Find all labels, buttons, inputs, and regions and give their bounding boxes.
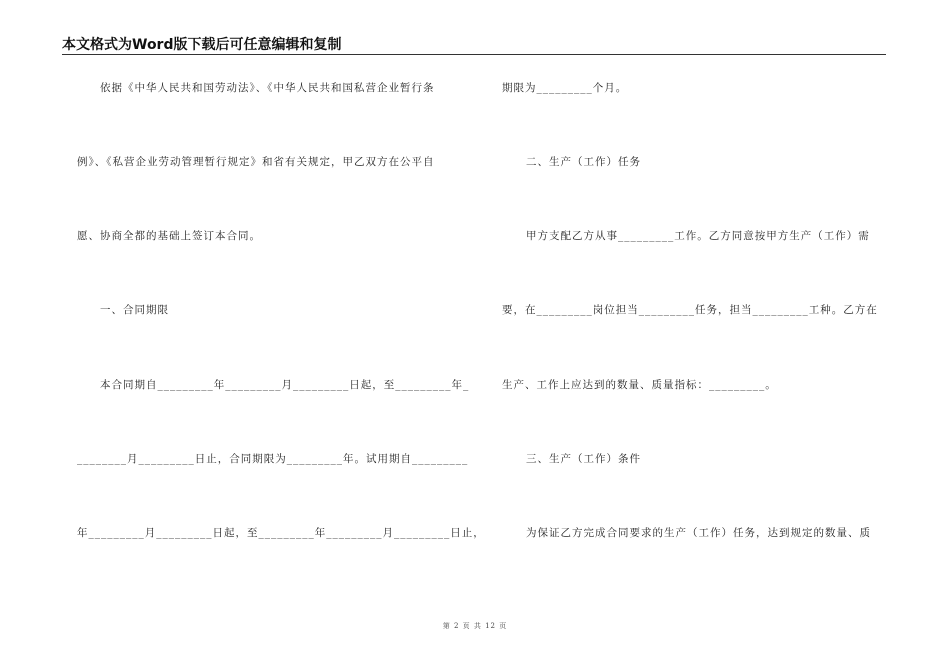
header-title: 本文格式为Word版下载后可任意编辑和复制 (62, 37, 342, 53)
paragraph-line: 为保证乙方完成合同要求的生产（工作）任务，达到规定的数量、质 (526, 527, 871, 539)
page-header (62, 36, 886, 55)
section-heading: 二、生产（工作）任务 (526, 156, 641, 168)
paragraph-line: 年_________月_________日起，至_________年_________月_________日止， (77, 527, 485, 539)
paragraph-line: 愿、协商全都的基础上签订本合同。 (77, 230, 261, 242)
paragraph-line: 期限为_________个月。 (502, 82, 628, 94)
paragraph-line: 生产、工作上应达到的数量、质量指标：_________。 (502, 379, 777, 391)
paragraph-line: 甲方支配乙方从事_________工作。乙方同意按甲方生产（工作）需 (526, 230, 870, 242)
section-heading: 三、生产（工作）条件 (526, 453, 641, 465)
page-number: 第 2 页 共 12 页 (442, 622, 508, 630)
paragraph-line: 本合同期自_________年_________月_________日起，至_________年_ (100, 379, 470, 391)
paragraph-line: 例》、《私营企业劳动管理暂行规定》和省有关规定，甲乙双方在公平自 (77, 156, 435, 168)
section-heading: 一、合同期限 (100, 304, 169, 316)
paragraph-line: ________月_________日止，合同期限为_________年。试用期自_________ (77, 453, 469, 465)
paragraph-line: 依据《中华人民共和国劳动法》、《中华人民共和国私营企业暂行条 (100, 82, 435, 94)
paragraph-line: 要，在_________岗位担当_________任务，担当_________工种。乙方在 (502, 304, 878, 316)
